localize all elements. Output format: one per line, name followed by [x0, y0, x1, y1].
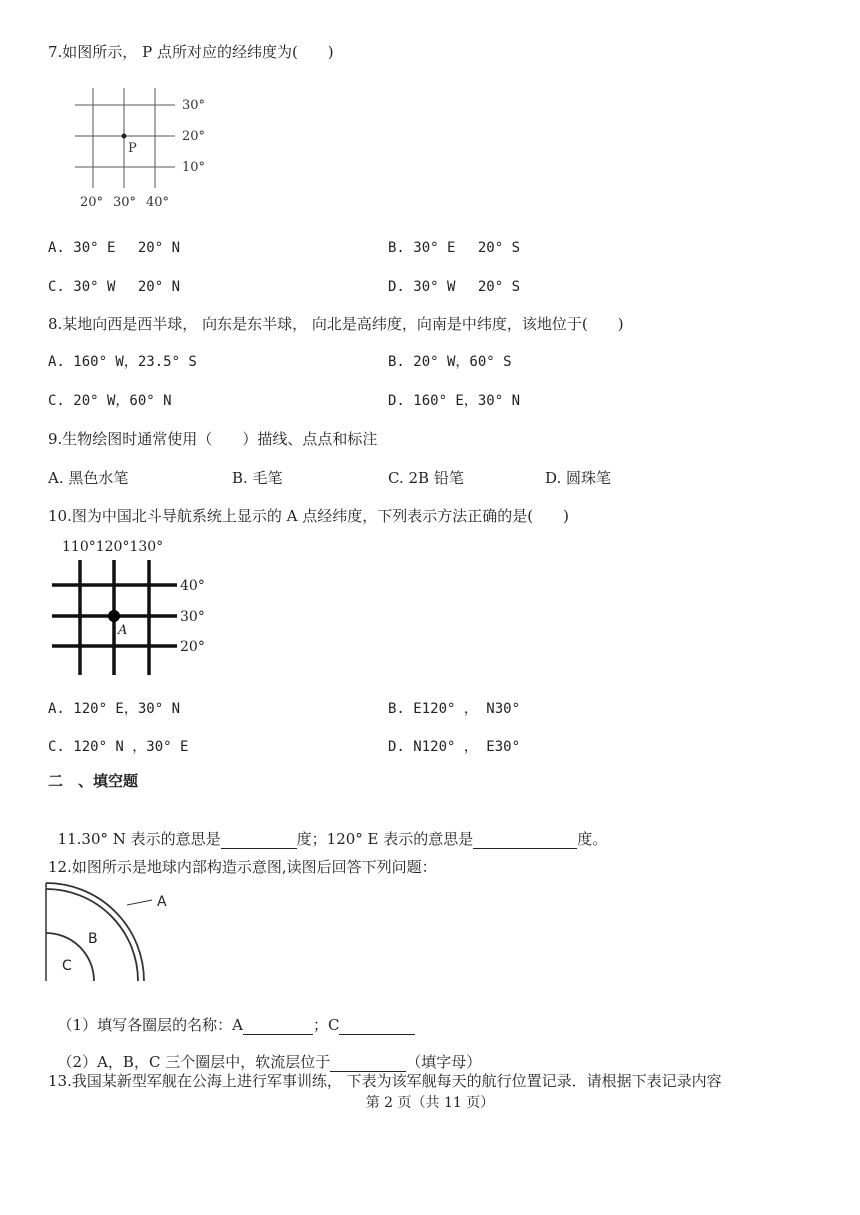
q11-blank-1[interactable]	[221, 832, 297, 849]
q11-text-part3: 度。	[577, 830, 608, 848]
q12-sub1	[48, 995, 415, 1035]
q7-option-d: D. 30° W 20° S	[388, 279, 521, 295]
q10-option-c: C. 120° N ，30° E	[48, 739, 189, 755]
q10-option-d: D. N120° ， E30°	[388, 739, 521, 755]
page-footer: 第 2 页（共 11 页）	[365, 1095, 495, 1111]
q7-stem: 7.如图所示， P 点所对应的经纬度为( )	[48, 43, 334, 61]
q12-sub2-suffix: （填字母）	[406, 1053, 482, 1071]
q8-option-b: B. 20° W，60° S	[388, 354, 512, 370]
q7-lon-label: 40°	[146, 195, 170, 210]
q7-grid-figure	[60, 80, 220, 215]
q10-lat-label: 40°	[180, 578, 205, 594]
q10-lat-label: 30°	[180, 609, 205, 625]
q7-lat-label: 10°	[182, 160, 206, 175]
q7-option-b: B. 30° E 20° S	[388, 240, 521, 256]
q10-option-b: B. E120° ， N30°	[388, 701, 521, 717]
q11-text-part2: 度；120° E 表示的意思是	[296, 830, 474, 848]
q10-grid-figure	[52, 535, 227, 685]
section-title: 二 、填空题	[48, 772, 139, 790]
q10-point-marker	[108, 610, 120, 622]
q9-option-c: C. 2B 铅笔	[388, 469, 464, 487]
q7-point-marker	[122, 134, 127, 139]
q12-blank-layer[interactable]	[330, 1055, 406, 1072]
q10-lon-labels: 110°120°130°	[62, 539, 164, 555]
q10-stem: 10.图为中国北斗导航系统上显示的 A 点经纬度，下列表示方法正确的是( )	[48, 507, 569, 525]
q12-sub2-label: （2）A，B，C 三个圈层中，软流层位于	[57, 1053, 331, 1071]
layer-label-b: B	[88, 931, 98, 947]
q10-lat-label: 20°	[180, 639, 205, 655]
q9-stem: 9.生物绘图时通常使用（ ）描线、点点和标注	[48, 430, 378, 448]
q11-line	[48, 809, 607, 849]
q7-point-label: P	[128, 141, 137, 156]
q12-sub1-mid: ；C	[312, 1016, 340, 1034]
q10-point-label: A	[118, 623, 128, 638]
q9-option-d: D. 圆珠笔	[545, 469, 612, 487]
q7-lon-label: 30°	[113, 195, 137, 210]
q7-option-c: C. 30° W 20° N	[48, 279, 181, 295]
layer-label-a: A	[157, 894, 167, 910]
q7-lat-label: 20°	[182, 129, 206, 144]
q11-text-part1: 11.30° N 表示的意思是	[57, 830, 221, 848]
q13-stem: 13.我国某新型军舰在公海上进行军事训练， 下表为该军舰每天的航行位置记录．请根据下表记录内容	[48, 1072, 722, 1090]
q8-option-c: C. 20° W，60° N	[48, 393, 172, 409]
q9-option-a: A. 黑色水笔	[48, 469, 129, 487]
q10-option-a: A. 120° E，30° N	[48, 701, 181, 717]
q7-lon-label: 20°	[80, 195, 104, 210]
q9-option-b: B. 毛笔	[232, 469, 283, 487]
q8-option-d: D. 160° E，30° N	[388, 393, 521, 409]
q7-option-a: A. 30° E 20° N	[48, 240, 181, 256]
earth-structure-figure	[40, 880, 185, 985]
q12-stem: 12.如图所示是地球内部构造示意图,读图后回答下列问题：	[48, 858, 437, 876]
layer-label-c: C	[62, 958, 72, 974]
q8-stem: 8.某地向西是西半球， 向东是东半球， 向北是高纬度，向南是中纬度，该地位于( )	[48, 315, 624, 333]
q7-lat-label: 30°	[182, 98, 206, 113]
q8-option-a: A. 160° W，23.5° S	[48, 354, 197, 370]
q11-blank-2[interactable]	[473, 832, 577, 849]
q12-sub1-label: （1）填写各圈层的名称：A	[57, 1016, 243, 1034]
q12-sub2	[48, 1032, 481, 1072]
